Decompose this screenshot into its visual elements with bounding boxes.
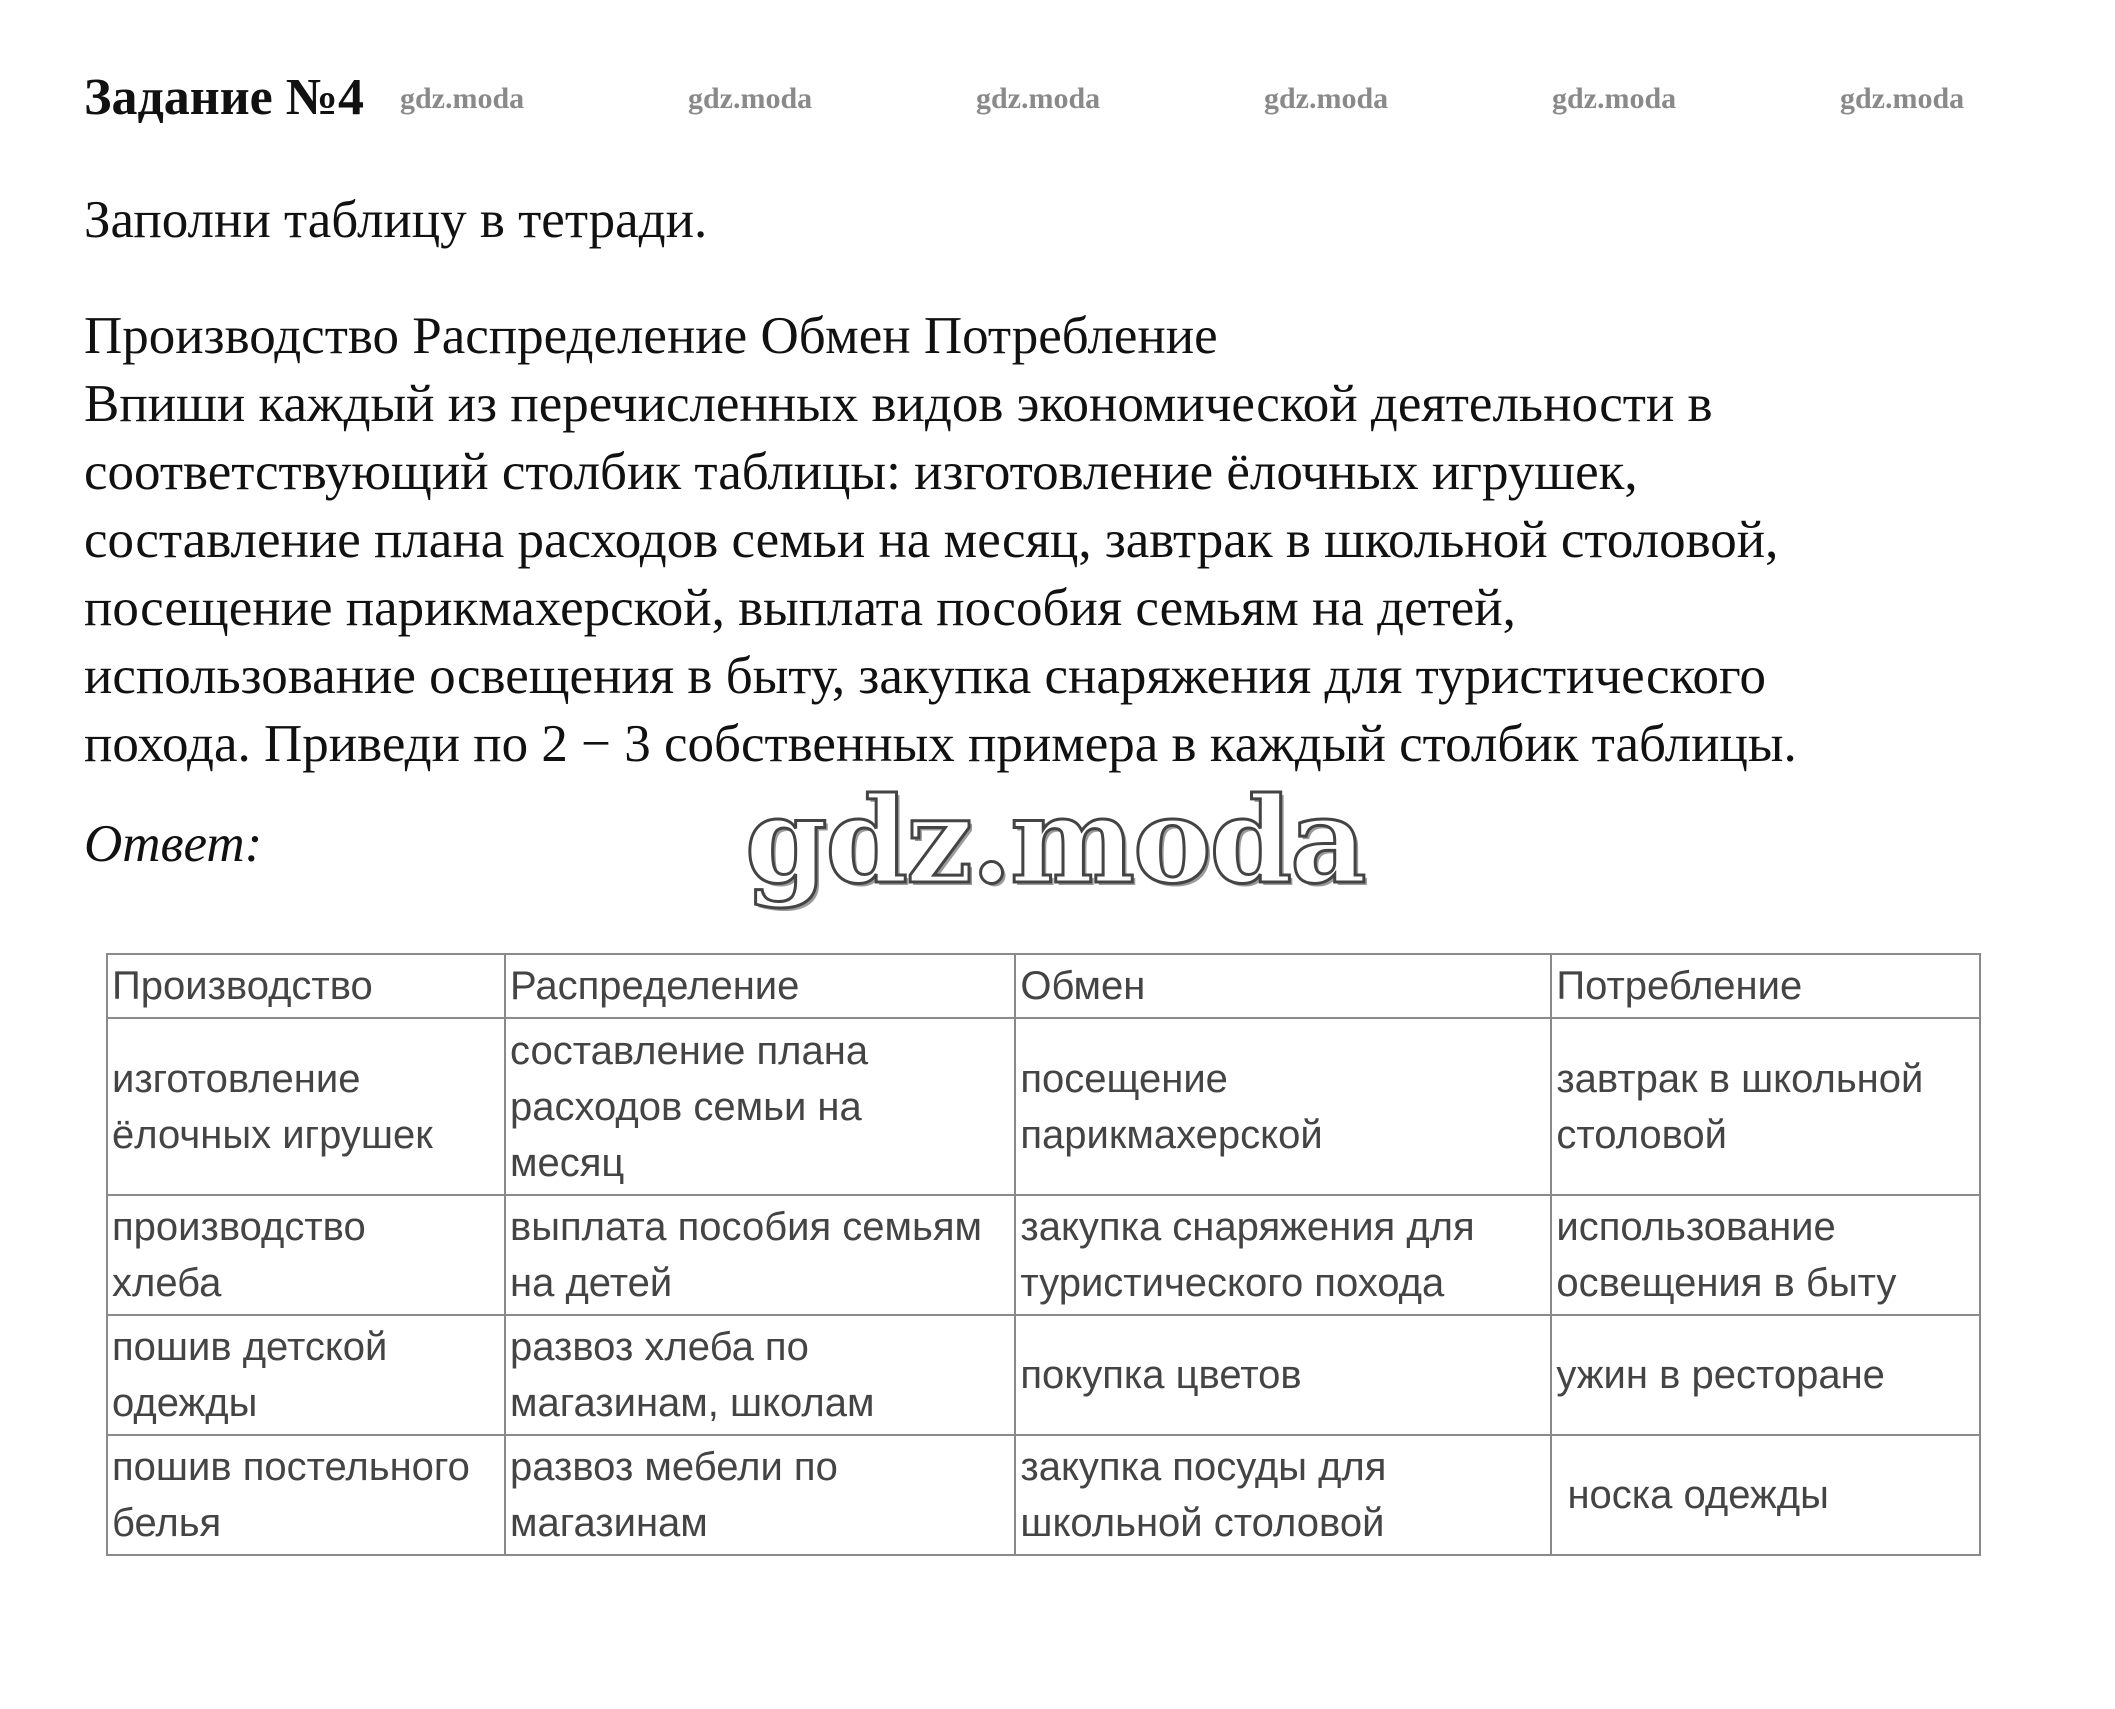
table-cell [505,1018,1015,1195]
cell-line: пошив постельного [112,1445,470,1489]
cell-line: месяц [510,1140,625,1185]
watermark-text: gdz.moda [400,82,525,115]
table-cell [1551,1315,1980,1435]
task-body-line: похода. Приведи по 2 − 3 собственных примера в каждый столбик таблицы. [84,715,1797,773]
cell-line: производство [112,1205,366,1249]
watermark-text: gdz.moda [1552,82,1677,115]
cell-line: закупка снаряжения для [1020,1205,1475,1249]
table-row [107,1435,1980,1555]
table-cell [107,1435,505,1555]
cell-line: на детей [510,1261,673,1305]
table-cell [1551,1435,1980,1555]
watermark-logo: gdz.moda [745,771,1365,910]
table-cell [107,1018,505,1195]
table-cell [505,1195,1015,1315]
watermark-text: gdz.moda [976,82,1101,115]
cell-line: столовой [1556,1112,1728,1157]
table-row [107,1018,1980,1195]
table-header-row [107,954,1980,1018]
table-header-cell: Обмен [1015,954,1551,1018]
cell-line: использование [1556,1205,1836,1249]
table-cell [1015,1195,1551,1315]
cell-line: ужин в ресторане [1556,1353,1885,1397]
watermark-text: gdz.moda [1840,82,1965,115]
table-header-cell: Производство [107,954,505,1018]
table-cell [1015,1435,1551,1555]
table-header-cell: Распределение [505,954,1015,1018]
cell-line: изготовление [112,1056,361,1101]
task-headers-line: Производство Распределение Обмен Потребление [84,307,1218,365]
cell-line: освещения в быту [1556,1261,1897,1305]
task-instruction: Заполни таблицу в тетради. [84,191,708,249]
cell-line: магазинам, школам [510,1381,875,1425]
cell-line: завтрак в школьной [1556,1056,1924,1101]
cell-line: хлеба [112,1261,222,1305]
cell-line: закупка посуды для [1020,1445,1387,1489]
table-cell [1015,1018,1551,1195]
cell-line: выплата пособия семьям [510,1205,982,1249]
table-cell [1551,1195,1980,1315]
table-cell [1015,1315,1551,1435]
answer-table [106,953,1981,1556]
answer-label: Ответ: [84,815,263,873]
cell-line: расходов семьи на [510,1084,862,1129]
task-body-line: Впиши каждый из перечисленных видов экономической деятельности в [84,375,1713,433]
task-body-line: соответствующий столбик таблицы: изготовление ёлочных игрушек, [84,443,1638,501]
table-cell [107,1195,505,1315]
cell-line: покупка цветов [1020,1353,1302,1397]
cell-line: носка одежды [1556,1473,1829,1517]
task-body-line: посещение парикмахерской, выплата пособия семьям на детей, [84,579,1516,637]
cell-line: развоз мебели по [510,1445,838,1489]
cell-line: развоз хлеба по [510,1325,809,1369]
table-header-cell: Потребление [1551,954,1980,1018]
table-cell [1551,1018,1980,1195]
cell-line: школьной столовой [1020,1501,1385,1545]
task-body-line: составление плана расходов семьи на месяц, завтрак в школьной столовой, [84,511,1779,569]
table-cell [107,1315,505,1435]
watermark-text: gdz.moda [1264,82,1389,115]
cell-line: одежды [112,1381,258,1425]
cell-line: составление плана [510,1028,869,1073]
task-body-line: использование освещения в быту, закупка снаряжения для туристического [84,647,1766,705]
table-row [107,1315,1980,1435]
cell-line: пошив детской [112,1325,388,1369]
cell-line: посещение [1020,1056,1228,1101]
cell-line: белья [112,1501,222,1545]
cell-line: ёлочных игрушек [112,1112,433,1157]
watermark-row [0,84,2115,124]
table-row [107,1195,1980,1315]
watermark-text: gdz.moda [688,82,813,115]
table-cell [505,1435,1015,1555]
cell-line: магазинам [510,1501,708,1545]
task-title: Задание №4 [84,69,365,126]
table-cell [505,1315,1015,1435]
cell-line: парикмахерской [1020,1112,1323,1157]
cell-line: туристического похода [1020,1261,1445,1305]
